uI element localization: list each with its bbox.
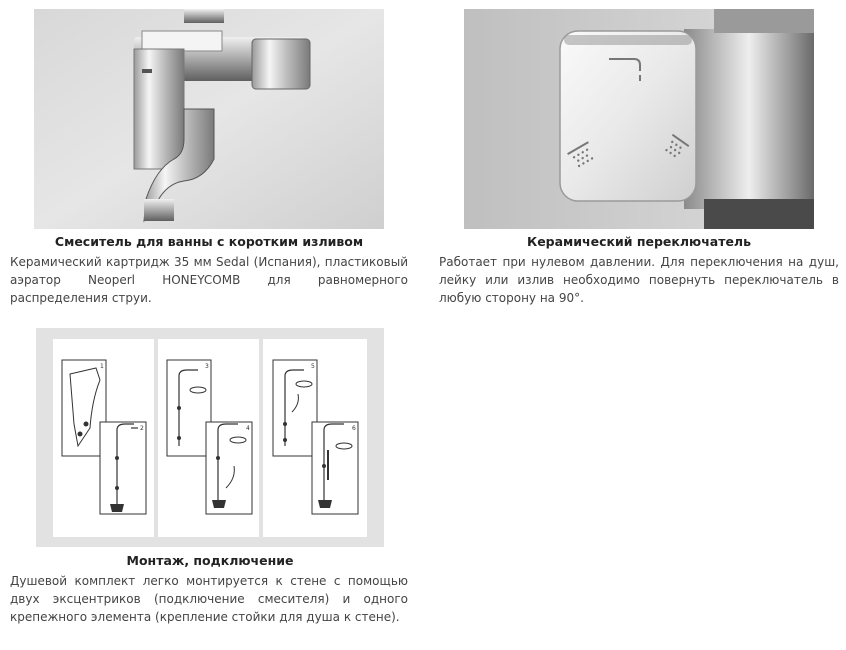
faucet-photo (34, 9, 384, 229)
step-label: 6 (352, 425, 356, 432)
step-label: 4 (246, 425, 250, 432)
switch-photo (464, 9, 814, 229)
feature-title: Керамический переключатель (526, 234, 751, 249)
step-label: 5 (311, 363, 315, 370)
installation-diagram (36, 328, 384, 547)
step-label: 3 (205, 363, 209, 370)
step-label: 1 (100, 363, 104, 370)
feature-description: Душевой комплект легко монтируется к стене с помощью двух эксцентриков (подключение смесителя) и одного крепежного элемента (крепление стойки для душа к стене). (10, 574, 408, 624)
feature-description: Керамический картридж 35 мм Sedal (Испания), пластиковый аэратор Neoperl HONEYCOMB для равномерного распределения струи. (10, 255, 408, 305)
feature-title: Монтаж, подключение (126, 553, 294, 568)
feature-title: Смеситель для ванны с коротким изливом (54, 234, 364, 249)
feature-description: Работает при нулевом давлении. Для переключения на душ, лейку или излив необходимо повернуть переключатель в любую сторону на 90°. (439, 255, 839, 305)
step-label: 2 (140, 425, 144, 432)
